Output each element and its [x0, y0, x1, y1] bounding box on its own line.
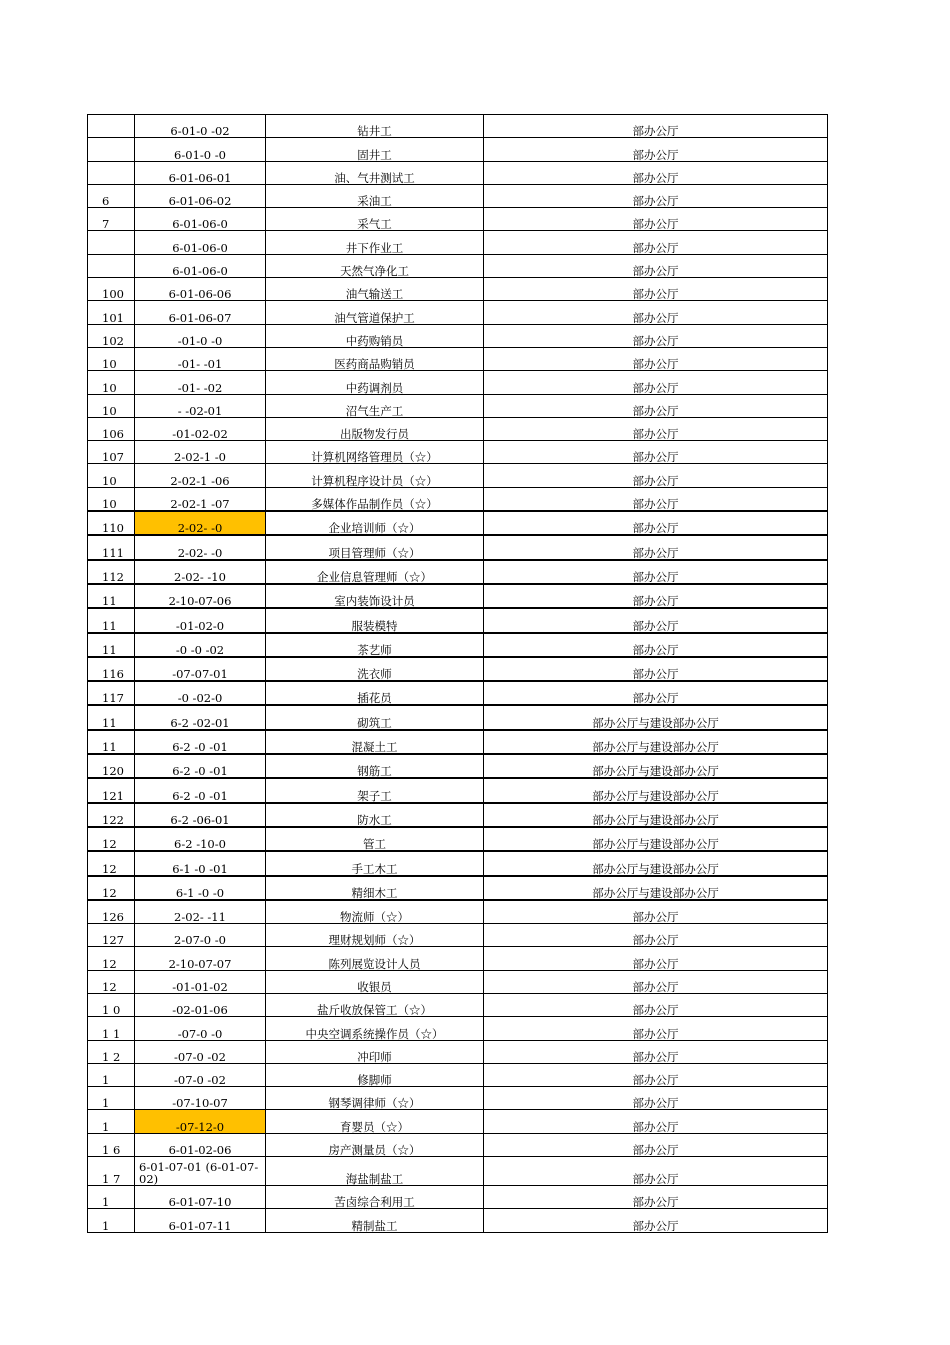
table-row — [88, 1110, 828, 1133]
occupation-name-cell: 收银员 — [266, 970, 484, 993]
occupation-code-cell: -0 -0 -02 — [135, 633, 266, 657]
row-number-cell: 112 — [88, 560, 135, 584]
occupation-name-cell: 企业信息管理师（☆） — [266, 560, 484, 584]
department-cell: 部办公厅 — [484, 511, 828, 535]
department-cell: 部办公厅 — [484, 1110, 828, 1133]
row-number-cell: 6 — [88, 184, 135, 207]
table-row — [88, 754, 828, 778]
department-cell: 部办公厅 — [484, 1209, 828, 1232]
occupation-code-cell: 6-01-07-10 — [135, 1186, 266, 1209]
occupation-name-cell: 医药商品购销员 — [266, 347, 484, 370]
occupation-code-cell: 6-2 -0 -01 — [135, 778, 266, 802]
department-cell: 部办公厅 — [484, 1040, 828, 1063]
table-row — [88, 803, 828, 827]
department-cell: 部办公厅 — [484, 1017, 828, 1040]
occupation-code-cell: 6-01-06-0 — [135, 208, 266, 231]
occupation-name-cell: 冲印师 — [266, 1040, 484, 1063]
occupation-code-cell: 2-02-1 -07 — [135, 487, 266, 511]
department-cell: 部办公厅 — [484, 1087, 828, 1110]
table-row — [88, 1063, 828, 1086]
occupation-name-cell: 中央空调系统操作员（☆） — [266, 1017, 484, 1040]
occupation-name-cell: 管工 — [266, 827, 484, 851]
department-cell: 部办公厅 — [484, 161, 828, 184]
occupation-code-cell: -02-01-06 — [135, 993, 266, 1016]
table-row — [88, 900, 828, 924]
table-row — [88, 778, 828, 802]
row-number-cell: 11 — [88, 584, 135, 608]
occupation-code-cell: 2-02- -0 — [135, 535, 266, 559]
department-cell: 部办公厅 — [484, 324, 828, 347]
occupation-code-cell: -01- -02 — [135, 371, 266, 394]
row-number-cell: 10 — [88, 487, 135, 511]
table-row — [88, 584, 828, 608]
row-number-cell: 1 — [88, 1063, 135, 1086]
row-number-cell: 12 — [88, 970, 135, 993]
row-number-cell: 7 — [88, 208, 135, 231]
department-cell: 部办公厅 — [484, 138, 828, 161]
table-row — [88, 464, 828, 487]
table-row — [88, 441, 828, 464]
occupation-name-cell: 钢筋工 — [266, 754, 484, 778]
occupation-name-cell: 出版物发行员 — [266, 417, 484, 440]
row-number-cell: 1 7 — [88, 1157, 135, 1186]
occupation-name-cell: 企业培训师（☆） — [266, 511, 484, 535]
occupation-name-cell: 中药购销员 — [266, 324, 484, 347]
row-number-cell: 12 — [88, 947, 135, 970]
occupation-name-cell: 沼气生产工 — [266, 394, 484, 417]
occupation-name-cell: 服装模特 — [266, 608, 484, 632]
table-row — [88, 876, 828, 900]
row-number-cell: 10 — [88, 394, 135, 417]
table-row — [88, 705, 828, 729]
table-row — [88, 657, 828, 681]
row-number-cell: 1 — [88, 1186, 135, 1209]
department-cell: 部办公厅 — [484, 1063, 828, 1086]
table-row — [88, 511, 828, 535]
table-row — [88, 301, 828, 324]
table-row — [88, 371, 828, 394]
occupation-code-cell: -01-02-0 — [135, 608, 266, 632]
occupation-name-cell: 精细木工 — [266, 876, 484, 900]
table-row — [88, 535, 828, 559]
department-cell: 部办公厅与建设部办公厅 — [484, 730, 828, 754]
department-cell: 部办公厅 — [484, 487, 828, 511]
department-cell: 部办公厅 — [484, 947, 828, 970]
department-cell: 部办公厅 — [484, 1157, 828, 1186]
occupation-code-cell: -0 -02-0 — [135, 681, 266, 705]
row-number-cell: 10 — [88, 464, 135, 487]
occupation-name-cell: 盐斤收放保管工（☆） — [266, 993, 484, 1016]
department-cell: 部办公厅 — [484, 993, 828, 1016]
table-row — [88, 115, 828, 138]
table-row — [88, 560, 828, 584]
table-row — [88, 278, 828, 301]
occupation-name-cell: 油气管道保护工 — [266, 301, 484, 324]
occupation-name-cell: 钢琴调律师（☆） — [266, 1087, 484, 1110]
department-cell: 部办公厅 — [484, 208, 828, 231]
table-row — [88, 947, 828, 970]
department-cell: 部办公厅 — [484, 231, 828, 254]
table-row — [88, 208, 828, 231]
row-number-cell: 1 — [88, 1110, 135, 1133]
department-cell: 部办公厅 — [484, 924, 828, 947]
occupation-name-cell: 育婴员（☆） — [266, 1110, 484, 1133]
occupation-code-cell: -01-0 -0 — [135, 324, 266, 347]
occupation-code-cell: 6-2 -10-0 — [135, 827, 266, 851]
department-cell: 部办公厅 — [484, 115, 828, 138]
occupation-name-cell: 房产测量员（☆） — [266, 1133, 484, 1156]
department-cell: 部办公厅 — [484, 535, 828, 559]
department-cell: 部办公厅 — [484, 657, 828, 681]
department-cell: 部办公厅与建设部办公厅 — [484, 876, 828, 900]
table-row — [88, 608, 828, 632]
occupation-code-cell: 6-01-06-02 — [135, 184, 266, 207]
row-number-cell: 10 — [88, 347, 135, 370]
occupation-code-cell: 2-10-07-06 — [135, 584, 266, 608]
row-number-cell — [88, 161, 135, 184]
occupation-name-cell: 插花员 — [266, 681, 484, 705]
department-cell: 部办公厅 — [484, 584, 828, 608]
table-row — [88, 417, 828, 440]
occupation-code-cell: 6-01-06-07 — [135, 301, 266, 324]
occupation-code-cell: 6-01-0 -0 — [135, 138, 266, 161]
occupation-code-cell: 6-2 -0 -01 — [135, 730, 266, 754]
occupation-code-cell: 6-01-02-06 — [135, 1133, 266, 1156]
department-cell: 部办公厅与建设部办公厅 — [484, 827, 828, 851]
occupation-code-cell: 2-07-0 -0 — [135, 924, 266, 947]
occupation-name-cell: 防水工 — [266, 803, 484, 827]
row-number-cell: 11 — [88, 608, 135, 632]
occupation-name-cell: 室内装饰设计员 — [266, 584, 484, 608]
table-row — [88, 1186, 828, 1209]
occupation-code-cell: 6-1 -0 -01 — [135, 851, 266, 875]
department-cell: 部办公厅 — [484, 278, 828, 301]
table-row — [88, 633, 828, 657]
department-cell: 部办公厅 — [484, 394, 828, 417]
row-number-cell: 121 — [88, 778, 135, 802]
row-number-cell — [88, 115, 135, 138]
department-cell: 部办公厅 — [484, 560, 828, 584]
department-cell: 部办公厅与建设部办公厅 — [484, 754, 828, 778]
department-cell: 部办公厅 — [484, 371, 828, 394]
row-number-cell: 1 0 — [88, 993, 135, 1016]
occupation-code-cell: 2-02- -0 — [135, 511, 266, 535]
occupation-name-cell: 茶艺师 — [266, 633, 484, 657]
occupation-name-cell: 手工木工 — [266, 851, 484, 875]
occupation-code-cell: 6-01-0 -02 — [135, 115, 266, 138]
occupation-name-cell: 混凝土工 — [266, 730, 484, 754]
department-cell: 部办公厅 — [484, 184, 828, 207]
department-cell: 部办公厅 — [484, 1133, 828, 1156]
table-row — [88, 851, 828, 875]
table-row — [88, 1157, 828, 1186]
occupation-code-cell: -07-0 -02 — [135, 1063, 266, 1086]
occupation-code-cell: 6-2 -02-01 — [135, 705, 266, 729]
occupation-code-cell: -07-0 -02 — [135, 1040, 266, 1063]
occupation-code-cell: 6-01-06-06 — [135, 278, 266, 301]
table-row — [88, 184, 828, 207]
occupation-name-cell: 砌筑工 — [266, 705, 484, 729]
row-number-cell: 1 2 — [88, 1040, 135, 1063]
row-number-cell: 116 — [88, 657, 135, 681]
row-number-cell: 106 — [88, 417, 135, 440]
occupation-name-cell: 钻井工 — [266, 115, 484, 138]
row-number-cell — [88, 231, 135, 254]
occupation-name-cell: 井下作业工 — [266, 231, 484, 254]
row-number-cell: 117 — [88, 681, 135, 705]
occupation-name-cell: 海盐制盐工 — [266, 1157, 484, 1186]
row-number-cell: 122 — [88, 803, 135, 827]
table-row — [88, 730, 828, 754]
occupation-name-cell: 采油工 — [266, 184, 484, 207]
table-row — [88, 1209, 828, 1232]
occupation-code-cell: 6-01-06-01 — [135, 161, 266, 184]
table-row — [88, 1133, 828, 1156]
table-row — [88, 970, 828, 993]
table-row — [88, 347, 828, 370]
row-number-cell: 12 — [88, 876, 135, 900]
table-row — [88, 1017, 828, 1040]
department-cell: 部办公厅与建设部办公厅 — [484, 803, 828, 827]
occupation-table — [87, 114, 828, 1233]
row-number-cell — [88, 254, 135, 277]
occupation-code-cell: -01-02-02 — [135, 417, 266, 440]
occupation-name-cell: 物流师（☆） — [266, 900, 484, 924]
occupation-code-cell: 6-01-07-11 — [135, 1209, 266, 1232]
occupation-code-cell: 6-2 -06-01 — [135, 803, 266, 827]
row-number-cell: 1 — [88, 1087, 135, 1110]
occupation-name-cell: 项目管理师（☆） — [266, 535, 484, 559]
row-number-cell: 120 — [88, 754, 135, 778]
table-row — [88, 394, 828, 417]
row-number-cell: 110 — [88, 511, 135, 535]
occupation-name-cell: 中药调剂员 — [266, 371, 484, 394]
table-body — [88, 115, 828, 1233]
department-cell: 部办公厅 — [484, 970, 828, 993]
row-number-cell: 127 — [88, 924, 135, 947]
table-row — [88, 138, 828, 161]
department-cell: 部办公厅与建设部办公厅 — [484, 778, 828, 802]
occupation-code-cell: 6-01-07-01 (6-01-07-02) — [135, 1157, 266, 1186]
table-row — [88, 827, 828, 851]
occupation-code-cell: 6-2 -0 -01 — [135, 754, 266, 778]
row-number-cell: 12 — [88, 851, 135, 875]
table-row — [88, 231, 828, 254]
occupation-code-cell: 6-1 -0 -0 — [135, 876, 266, 900]
table-row — [88, 1040, 828, 1063]
occupation-code-cell: 2-02- -10 — [135, 560, 266, 584]
row-number-cell: 11 — [88, 730, 135, 754]
occupation-name-cell: 洗衣师 — [266, 657, 484, 681]
occupation-name-cell: 固井工 — [266, 138, 484, 161]
occupation-name-cell: 精制盐工 — [266, 1209, 484, 1232]
occupation-code-cell: -07-10-07 — [135, 1087, 266, 1110]
row-number-cell: 1 — [88, 1209, 135, 1232]
row-number-cell: 11 — [88, 633, 135, 657]
occupation-name-cell: 计算机网络管理员（☆） — [266, 441, 484, 464]
table-row — [88, 1087, 828, 1110]
table-row — [88, 681, 828, 705]
row-number-cell: 101 — [88, 301, 135, 324]
occupation-code-cell: 2-02- -11 — [135, 900, 266, 924]
occupation-code-cell: - -02-01 — [135, 394, 266, 417]
department-cell: 部办公厅与建设部办公厅 — [484, 705, 828, 729]
table-row — [88, 993, 828, 1016]
department-cell: 部办公厅 — [484, 633, 828, 657]
row-number-cell: 107 — [88, 441, 135, 464]
department-cell: 部办公厅 — [484, 417, 828, 440]
row-number-cell: 100 — [88, 278, 135, 301]
row-number-cell: 1 6 — [88, 1133, 135, 1156]
occupation-code-cell: 2-10-07-07 — [135, 947, 266, 970]
occupation-name-cell: 天然气净化工 — [266, 254, 484, 277]
occupation-name-cell: 计算机程序设计员（☆） — [266, 464, 484, 487]
row-number-cell — [88, 138, 135, 161]
table-row — [88, 924, 828, 947]
row-number-cell: 10 — [88, 371, 135, 394]
occupation-code-cell: 6-01-06-0 — [135, 254, 266, 277]
table-row — [88, 487, 828, 511]
occupation-name-cell: 架子工 — [266, 778, 484, 802]
occupation-code-cell: -01-01-02 — [135, 970, 266, 993]
department-cell: 部办公厅 — [484, 347, 828, 370]
row-number-cell: 11 — [88, 705, 135, 729]
occupation-name-cell: 采气工 — [266, 208, 484, 231]
occupation-code-cell: -07-12-0 — [135, 1110, 266, 1133]
department-cell: 部办公厅 — [484, 900, 828, 924]
table-row — [88, 161, 828, 184]
department-cell: 部办公厅 — [484, 301, 828, 324]
department-cell: 部办公厅 — [484, 464, 828, 487]
row-number-cell: 102 — [88, 324, 135, 347]
department-cell: 部办公厅 — [484, 1186, 828, 1209]
department-cell: 部办公厅 — [484, 254, 828, 277]
department-cell: 部办公厅与建设部办公厅 — [484, 851, 828, 875]
occupation-code-cell: -01- -01 — [135, 347, 266, 370]
occupation-name-cell: 修脚师 — [266, 1063, 484, 1086]
table-row — [88, 254, 828, 277]
row-number-cell: 111 — [88, 535, 135, 559]
department-cell: 部办公厅 — [484, 441, 828, 464]
table-row — [88, 324, 828, 347]
department-cell: 部办公厅 — [484, 608, 828, 632]
occupation-name-cell: 理财规划师（☆） — [266, 924, 484, 947]
occupation-code-cell: -07-07-01 — [135, 657, 266, 681]
occupation-code-cell: 6-01-06-0 — [135, 231, 266, 254]
occupation-code-cell: 2-02-1 -0 — [135, 441, 266, 464]
department-cell: 部办公厅 — [484, 681, 828, 705]
row-number-cell: 1 1 — [88, 1017, 135, 1040]
occupation-name-cell: 油、气井测试工 — [266, 161, 484, 184]
occupation-name-cell: 油气输送工 — [266, 278, 484, 301]
occupation-name-cell: 多媒体作品制作员（☆） — [266, 487, 484, 511]
occupation-code-cell: 2-02-1 -06 — [135, 464, 266, 487]
occupation-name-cell: 陈列展览设计人员 — [266, 947, 484, 970]
occupation-code-cell: -07-0 -0 — [135, 1017, 266, 1040]
row-number-cell: 126 — [88, 900, 135, 924]
row-number-cell: 12 — [88, 827, 135, 851]
occupation-name-cell: 苦卤综合利用工 — [266, 1186, 484, 1209]
